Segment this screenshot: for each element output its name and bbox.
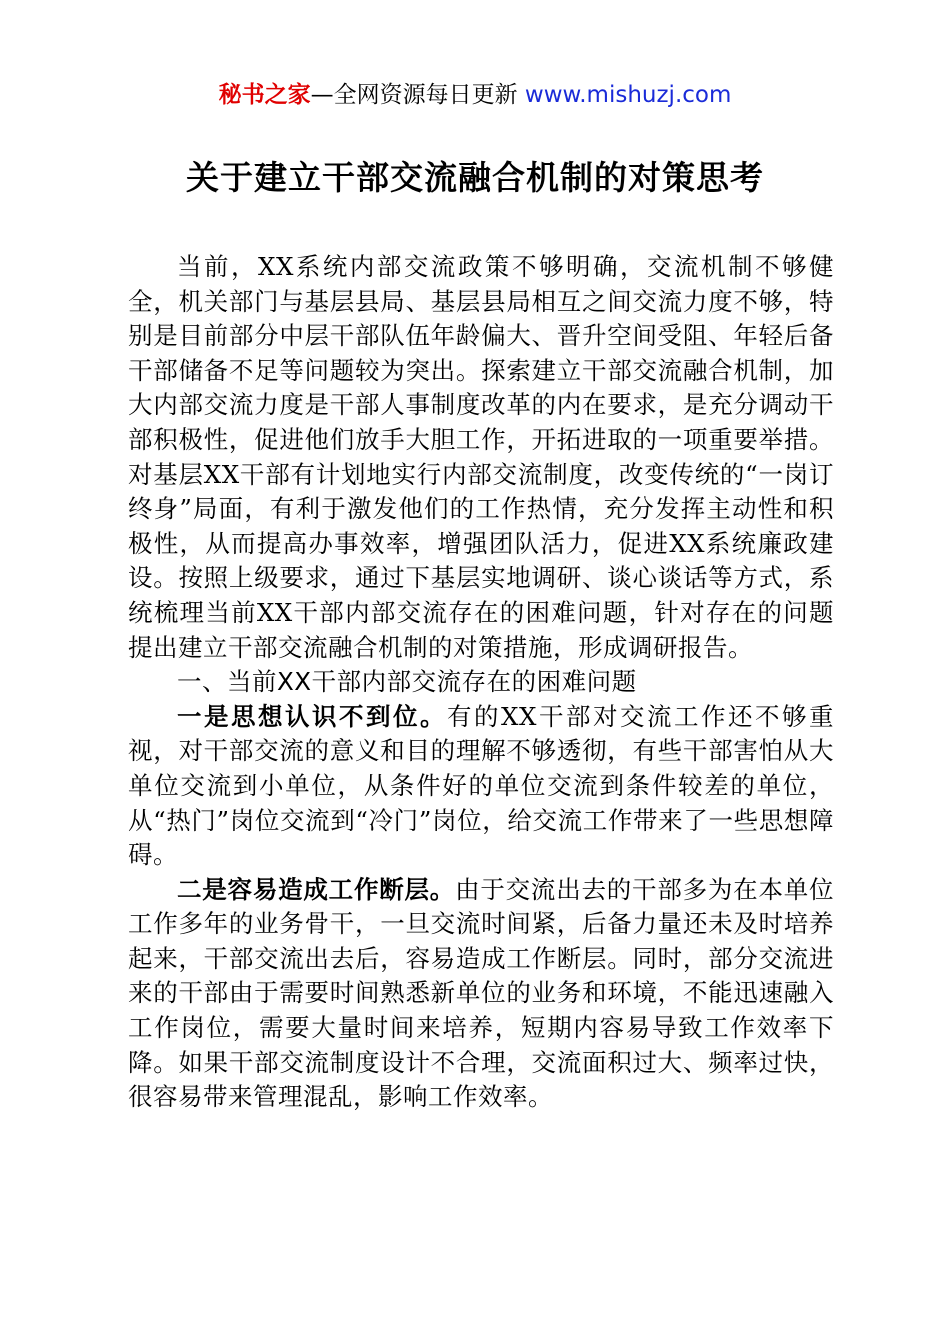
problem-text-2: 由于交流出去的干部多为在本单位工作多年的业务骨干，一旦交流时间紧，后备力量还未及时培养起来，干部交流出去后，容易造成工作断层。同时，部分交流进来的干部由于需要时间熟悉新单位的业务和环境，不能迅速融入工作岗位，需要大量时间来培养，短期内容易导致工作效率下降。如果干部交流制度设计不合理，交流面积过大、频率过快，很容易带来管理混乱，影响工作效率。 bbox=[128, 874, 835, 1112]
document-body bbox=[128, 250, 834, 1115]
problem-lead-2: 二是容易造成工作断层。 bbox=[177, 874, 456, 904]
site-url-link[interactable]: www.mishuzj.com bbox=[524, 82, 732, 108]
site-brand: 秘书之家 bbox=[218, 82, 311, 108]
section-heading: 一、当前XX干部内部交流存在的困难问题 bbox=[177, 667, 637, 697]
problem-paragraph-2 bbox=[128, 873, 834, 1115]
document-title: 关于建立干部交流融合机制的对策思考 bbox=[186, 158, 764, 197]
site-header bbox=[0, 78, 950, 112]
intro-paragraph: 当前，XX系统内部交流政策不够明确，交流机制不够健全，机关部门与基层县局、基层县局相互之间交流力度不够，特别是目前部分中层干部队伍年龄偏大、晋升空间受阻、年轻后备干部储备不足等问题较为突出。探索建立干部交流融合机制，加大内部交流力度是干部人事制度改革的内在要求，是充分调动干部积极性，促进他们放手大胆工作，开拓进取的一项重要举措。对基层XX干部有计划地实行内部交流制度，改变传统的“一岗订终身”局面，有利于激发他们的工作热情，充分发挥主动性和积极性，从而提高办事效率，增强团队活力，促进XX系统廉政建设。按照上级要求，通过下基层实地调研、谈心谈话等方式，系统梳理当前XX干部内部交流存在的困难问题，针对存在的问题提出建立干部交流融合机制的对策措施，形成调研报告。 bbox=[128, 252, 834, 662]
problem-paragraph-1 bbox=[128, 700, 834, 873]
problem-text-1: 有的XX干部对交流工作还不够重视，对干部交流的意义和目的理解不够透彻，有些干部害怕从大单位交流到小单位，从条件好的单位交流到条件较差的单位，从“热门”岗位交流到“冷门”岗位，给交流工作带来了一些思想障碍。 bbox=[128, 701, 834, 870]
problem-lead-1: 一是思想认识不到位。 bbox=[177, 701, 448, 731]
site-tagline: —全网资源每日更新 bbox=[310, 82, 525, 108]
